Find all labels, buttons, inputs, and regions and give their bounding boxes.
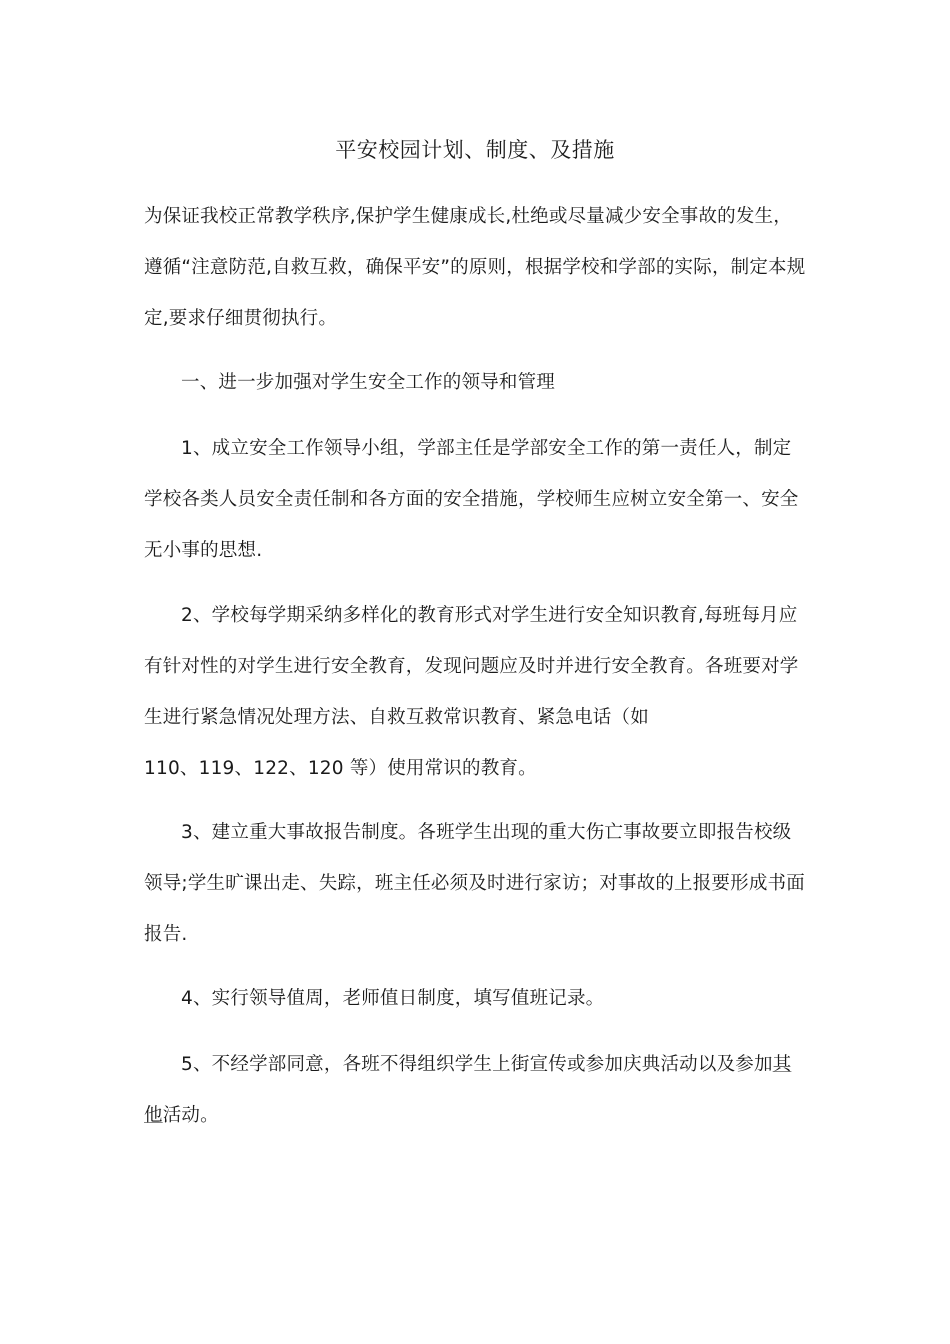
item-4-paragraph: 4、实行领导值周，老师值日制度，填写值班记录。 xyxy=(181,988,605,1009)
item-5-paragraph xyxy=(144,1039,808,1141)
document-title: 平安校园计划、制度、及措施 xyxy=(335,138,615,162)
intro-paragraph: 为保证我校正常教学秩序,保护学生健康成长,杜绝或尽量减少安全事故的发生，遵循“注意防范,自救互救，确保平安”的原则，根据学校和学部的实际，制定本规定,要求仔细贯彻执行。 xyxy=(144,206,806,329)
item-2-paragraph xyxy=(144,590,808,794)
item-2-text-continued: 110、119、122、120 等）使用常识的教育。 xyxy=(144,758,537,779)
item-1-paragraph: 1、成立安全工作领导小组，学部主任是学部安全工作的第一责任人，制定学校各类人员安全责任制和各方面的安全措施，学校师生应树立安全第一、安全无小事的思想. xyxy=(144,438,799,561)
item-3-paragraph: 3、建立重大事故报告制度。各班学生出现的重大伤亡事故要立即报告校级领导;学生旷课出走、失踪，班主任必须及时进行家访；对事故的上报要形成书面报告. xyxy=(144,822,805,945)
item-5-text-end: 活动。 xyxy=(162,1105,219,1126)
item-2-text: 2、学校每学期采纳多样化的教育形式对学生进行安全知识教育,每班每月应有针对性的对学生进行安全教育，发现问题应及时并进行安全教育。各班要对学生进行紧急情况处理方法、自救互救常识教育、紧急电话（如 xyxy=(144,605,799,728)
item-5-text: 5、不经学部同意，各班不得组织学生上街宣传或参加庆典活动以及参加 xyxy=(181,1054,773,1075)
section-heading: 一、进一步加强对学生安全工作的领导和管理 xyxy=(181,372,556,393)
other-link[interactable]: 其他 xyxy=(144,1054,792,1126)
